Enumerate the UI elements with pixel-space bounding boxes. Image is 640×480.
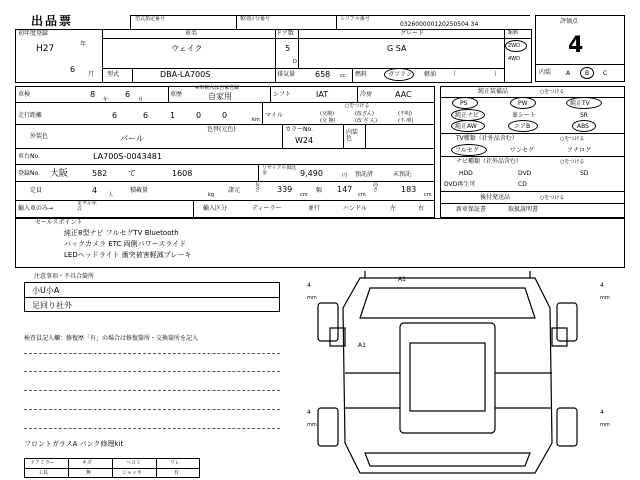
length-unit: cm — [300, 192, 308, 198]
fuel-diesel: 軽油 — [424, 71, 437, 78]
capacity-label: 定員 — [30, 187, 43, 194]
equip-tv-circle — [566, 97, 602, 109]
mileage-sub-tampered: (改 ざ ん) — [355, 118, 378, 124]
fuel-gasoline: ガソリン — [388, 71, 413, 78]
tire-fr-value: 4 — [600, 282, 604, 289]
recycle-deposited: 預託済 — [355, 171, 374, 178]
interior-grade-a: A — [566, 70, 571, 77]
sales-point-line-1: 純正8型ナビ フルセグTV Bluetooth — [64, 229, 179, 237]
height-value: 183 — [401, 185, 417, 194]
notes-line-1: 小U小A — [32, 286, 60, 295]
displacement-value: 658 — [315, 70, 331, 79]
damage-mark-front: A1 — [398, 276, 406, 283]
equip-airbag-circle — [508, 120, 538, 132]
legend-val-4: 有 — [174, 470, 180, 476]
handle-label: ハンドル — [343, 205, 368, 212]
tv-oneseg: ワンセグ — [510, 147, 535, 154]
model-year-label: モデル年式 — [77, 201, 97, 212]
equip-tv: 純正TV — [570, 100, 590, 107]
aircon-value: AAC — [395, 90, 412, 99]
dim-label: 諸元 — [228, 187, 241, 194]
cd-label: CD — [518, 181, 527, 188]
dvd-playback: DVD再生可 — [444, 181, 476, 188]
tire-fl-value: 4 — [307, 282, 311, 289]
capacity-value: 4 — [92, 186, 98, 195]
reg-label: 登録No. — [18, 170, 40, 177]
drive-label: 駆動 — [508, 30, 519, 36]
fuel-label: 燃料 — [355, 71, 368, 78]
interior-label: 内装 — [539, 69, 552, 76]
grade-value: G SA — [387, 44, 407, 53]
notes-label: 注意事項・不具合箇所 — [34, 273, 95, 280]
reg-place: 大阪 — [50, 169, 69, 179]
equip-pw-circle — [510, 97, 536, 109]
recycle-value: 9,490 — [300, 169, 323, 178]
interior-grade-b-circle — [580, 67, 594, 79]
capacity-unit: 人 — [108, 192, 114, 198]
mileage-digit-5: 0 — [222, 111, 228, 120]
tv-fullseg: フルセグ — [455, 147, 479, 154]
car-name-label: 車名 — [185, 30, 198, 37]
legend-val-2: 無 — [86, 470, 92, 476]
color-no-value: W24 — [295, 136, 314, 145]
equip-abs-circle — [572, 120, 596, 132]
equip-pw: PW — [518, 100, 528, 107]
inspection-year: 8 — [90, 90, 96, 99]
legend-head-4: ワレ — [170, 460, 181, 466]
legend-val-3: ジャッキ — [122, 470, 142, 476]
exterior-color-value: パール — [120, 134, 144, 143]
tv-fullseg-circle — [451, 144, 487, 156]
sheet-title: 出品票 — [31, 14, 74, 28]
model-value: DBA-LA700S — [160, 70, 211, 79]
handle-right: 右 — [418, 205, 425, 212]
tire-fr-unit: mm — [600, 295, 610, 301]
length-label: 長さ — [255, 182, 261, 193]
use-label: 車歴 — [170, 91, 183, 98]
mileage-opt-unknown: (不明) — [398, 111, 412, 117]
sales-point-line-2: バックカメラ ETC 両側パワースライド — [64, 240, 187, 248]
inspection-month: 6 — [125, 90, 131, 99]
shift-value: IAT — [316, 90, 329, 99]
use-note: ※車検入は自家登録 — [195, 85, 240, 91]
equip-ps: PS — [460, 100, 468, 107]
d-unit: D — [293, 59, 297, 65]
navi-hdd: HDD — [459, 170, 473, 177]
auction-sheet: 出品票 型式指定番号 類別区分番号 シリアル番号 032600000120250504 34 評価点 4 内装 A B C 初年度登録 H27 年 6 月 車名 ウェイク ドア数 5 D グレード G SA 駆動 2WD 4WD 型式 DBA-LA700S 排気量 658 cc 燃料 ガソリン 軽油 （ ） 車検 8 年 6 月 車歴 ※車検入は自家登録 自家用 シフト IAT 冷房 AAC 走行距離 6 6 1 0 0 km マイル ○をつける (交換) (改ざん) (不明) (交 換) (改 ざ ん) (不 明) 外装色 パール 色替(元色) カラーNo. W24 内装色 車台No. LA700S-0043481 登録No. 大阪 582 て 1608 リサイクル預託金 9,490 円 預託済 未預託 定員 4 人 積載量 kg 諸元 長さ 339 cm 幅 147 cm 高さ 183 cm 輸入車のみ→ モデル年式 輸入区分 ディーラー 並行 ハンドル 左 右 純正装備品 ○をつける PS PW 純正TV 純正ナビ 革シート SR 純正AW エアB ABS TV種類（社外品含む） ○をつける フルセグ ワンセグ アナログ ナビ種類（社外品含む） ○をつける HDD DVD SD DVD再生可 CD 後付発送品 ○をつける 新車保証書 取扱説明書 セールスポイント 純正8型ナビ フルセグTV Bluetooth バックカメラ ETC 両側パワースライド LEDヘッドライト 衝突被害軽減ブレーキ 注意事項・不具合箇所 小U小A 足回り社外 検査員記入欄：修復歴「有」の場合は修復箇所・交換箇所を記入 フロントガラスA パンク修理kit ドアミラー キズ ヘコミ ワレ 工具 無 ジャッキ 有 A1 A1 4 mm 4 mm 4 mm 4 mm — [0, 0, 640, 480]
length-value: 339 — [277, 185, 293, 194]
import-parallel: 並行 — [308, 205, 321, 212]
import-label: 輸入車のみ→ — [18, 205, 54, 212]
serial-no-value: 032600000120250504 34 — [400, 21, 479, 28]
recycle-not-deposited: 未預託 — [393, 171, 412, 178]
km-unit: km — [252, 117, 260, 123]
kg-unit: kg — [208, 192, 215, 198]
mileage-sub-exchange: (交 換) — [320, 118, 336, 124]
tv-title: TV種類（社外品含む） — [456, 135, 518, 142]
bottom-note: フロントガラスA パンク修理kit — [24, 440, 124, 448]
chassis-value: LA700S-0043481 — [93, 152, 162, 161]
legend-head-1: ドアミラー — [30, 460, 55, 466]
navi-circle-note: ○をつける — [560, 159, 585, 165]
inspection-label: 車検 — [18, 91, 31, 98]
equip-airbag: エアB — [514, 123, 531, 130]
tv-circle-note: ○をつける — [560, 136, 585, 142]
tire-rr-unit: mm — [600, 422, 610, 428]
sales-point-label: セールスポイント — [35, 219, 83, 226]
tire-rr-value: 4 — [600, 409, 604, 416]
color-no-label: カラーNo. — [285, 126, 313, 133]
tire-rl-unit: mm — [307, 422, 317, 428]
mileage-opt-exchange: (交換) — [320, 111, 334, 117]
new-warranty: 新車保証書 — [456, 206, 487, 213]
width-unit: cm — [358, 192, 366, 198]
drive-4wd: 4WD — [508, 56, 520, 62]
width-value: 147 — [337, 185, 353, 194]
doors-label: ドア数 — [276, 30, 294, 37]
reg-kana: て — [128, 169, 136, 178]
legend-val-1: 工具 — [38, 470, 49, 476]
first-registration-year: H27 — [36, 44, 55, 54]
tire-fl-unit: mm — [307, 295, 317, 301]
tire-rl-value: 4 — [307, 409, 311, 416]
equip-title: 純正装備品 — [478, 88, 509, 95]
navi-title: ナビ種類（社外品含む） — [456, 158, 523, 165]
car-damage-diagram — [290, 268, 625, 480]
doors-value: 5 — [285, 44, 291, 53]
mileage-digit-1: 6 — [112, 111, 118, 120]
manual: 取扱説明書 — [508, 206, 539, 213]
equip-circle-note: ○をつける — [540, 89, 565, 95]
tv-analog: アナログ — [567, 147, 592, 154]
shift-label: シフト — [273, 91, 292, 98]
score-value: 4 — [568, 33, 584, 58]
recycle-unit: 円 — [342, 173, 348, 179]
damage-mark-side: A1 — [358, 342, 366, 349]
recycle-label: リサイクル預託金 — [262, 165, 297, 176]
ruibetsu-no-label: 類別区分番号 — [240, 16, 271, 22]
chassis-label: 車台No. — [18, 153, 40, 160]
sales-point-line-3: LEDヘッドライト 衝突被害軽減ブレーキ — [64, 251, 192, 259]
mileage-opt-tampered: (改ざん) — [355, 111, 374, 117]
reg-class: 582 — [92, 169, 108, 178]
fuel-gasoline-circle — [384, 68, 414, 81]
equip-leather: 革シート — [512, 112, 537, 119]
mile-label: マイル — [265, 112, 283, 119]
mileage-digit-3: 1 — [170, 111, 176, 120]
import-dealer: ディーラー — [252, 205, 282, 212]
navi-sd: SD — [580, 170, 589, 177]
height-label: 高さ — [373, 182, 379, 193]
serial-no-label: シリアル番号 — [340, 16, 370, 22]
equip-abs: ABS — [577, 123, 589, 130]
after-circle-note: ○をつける — [540, 195, 565, 201]
model-label: 型式 — [107, 71, 120, 78]
grade-label: グレード — [400, 30, 425, 37]
cc-unit: cc — [340, 73, 346, 79]
equip-navi: 純正ナビ — [455, 112, 480, 119]
reg-number: 1608 — [172, 169, 193, 178]
first-registration-month: 6 — [70, 65, 76, 74]
year-unit: 年 — [80, 41, 87, 48]
displacement-label: 排気量 — [277, 71, 296, 78]
handle-left: 左 — [390, 205, 397, 212]
legend-head-2: キズ — [82, 460, 92, 466]
first-registration-label: 初年度登録 — [18, 30, 49, 37]
exterior-color-label: 外装色 — [30, 133, 49, 140]
interior-grade-b: B — [585, 70, 590, 77]
equip-sr: SR — [580, 112, 588, 119]
mileage-label: 走行距離 — [18, 112, 43, 119]
interior-color-label: 内装色 — [346, 129, 359, 142]
inspector-label: 検査員記入欄：修復歴「有」の場合は修復箇所・交換箇所を記入 — [24, 335, 199, 342]
katashiki-no-label: 型式指定番号 — [135, 16, 166, 22]
mileage-circle-note: ○をつける — [345, 103, 370, 109]
equip-ps-circle — [452, 97, 478, 109]
drive-2wd: 2WD — [508, 43, 520, 49]
use-value: 自家用 — [208, 92, 232, 101]
width-label: 幅 — [316, 187, 323, 194]
mileage-digit-2: 6 — [143, 111, 149, 120]
import-kind-label: 輸入区分 — [203, 205, 228, 212]
score-label: 評価点 — [560, 18, 579, 25]
height-unit: cm — [424, 192, 432, 198]
drive-2wd-circle — [505, 40, 527, 52]
car-name: ウェイク — [171, 44, 203, 53]
interior-grade-c: C — [603, 70, 608, 77]
aircon-label: 冷房 — [360, 91, 373, 98]
notes-line-2: 足回り社外 — [32, 301, 72, 310]
equip-aw-circle — [451, 120, 485, 132]
month-unit: 月 — [88, 71, 95, 78]
after-title: 後付発送品 — [480, 194, 511, 201]
navi-dvd: DVD — [518, 170, 532, 177]
inspection-year-unit: 年 — [103, 97, 109, 103]
vehicle-detail-table — [15, 86, 435, 218]
mileage-sub-unknown: (不 明) — [398, 118, 414, 124]
inspection-month-unit: 月 — [138, 97, 144, 103]
load-label: 積載量 — [130, 187, 149, 194]
mileage-digit-4: 0 — [196, 111, 202, 120]
legend-head-3: ヘコミ — [126, 460, 142, 466]
color-change-label: 色替(元色) — [207, 126, 236, 133]
equip-aw: 純正AW — [455, 123, 477, 130]
